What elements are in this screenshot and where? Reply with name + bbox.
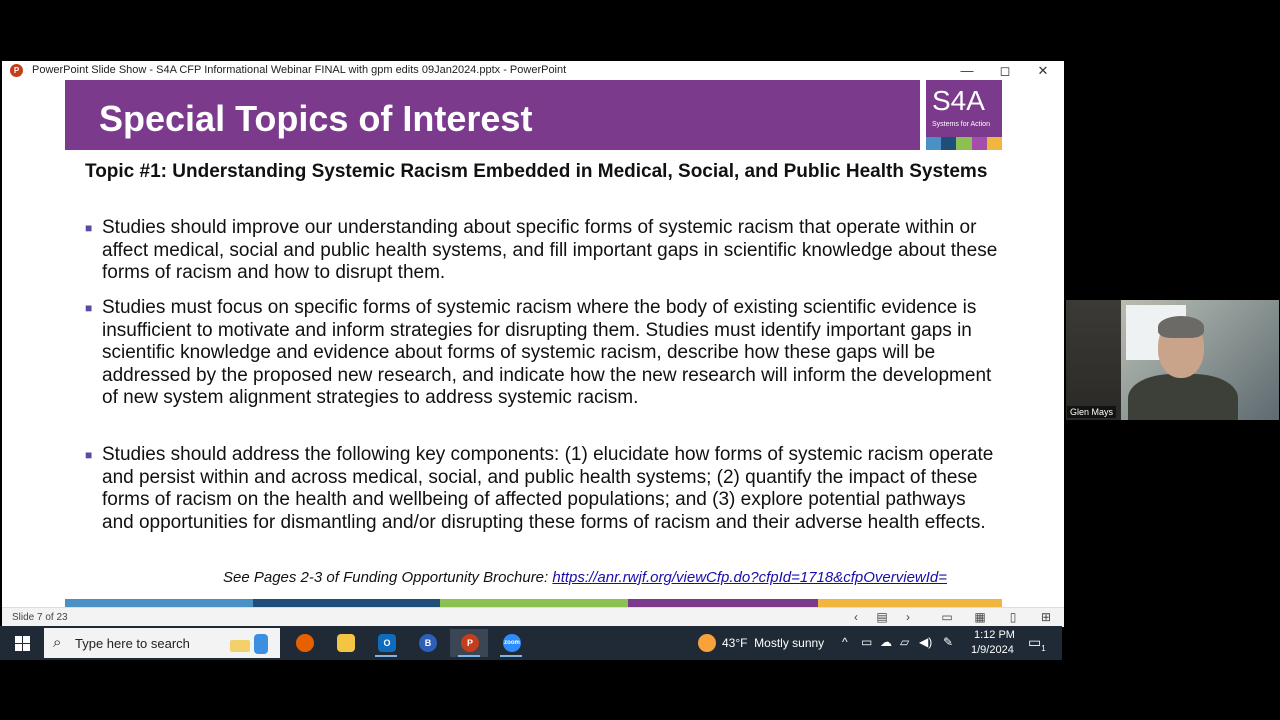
file-explorer-taskbar-button[interactable] <box>326 629 364 657</box>
windows-logo-icon <box>15 636 22 643</box>
reading-view-icon[interactable]: ▯ <box>1009 610 1017 624</box>
chevron-right-icon[interactable]: › <box>906 610 910 624</box>
firefox-taskbar-button[interactable] <box>285 629 323 657</box>
taskbar <box>0 626 1062 660</box>
weather-condition: Mostly sunny <box>754 636 825 650</box>
reference-link[interactable]: https://anr.rwjf.org/viewCfp.do?cfpId=1718&cfpOverviewId= <box>552 569 948 586</box>
bullet-square-icon: ■ <box>85 221 93 235</box>
background-shelf <box>1066 300 1121 420</box>
status-bar <box>2 607 1064 627</box>
person-hair <box>1158 316 1204 338</box>
clock-date[interactable]: 1/9/2024 <box>971 644 1014 656</box>
footer-strip-blue <box>65 599 253 607</box>
bullet-text: Studies should address the following key components: (1) elucidate how forms of systemic racism operate and persist within and across medical, social, and public health systems; (2) quantify the impact of these forms of racism on the health and wellbeing of affected populations; and (3) explore potential pathways and opportunities for dismantling and/or disrupting these forms of racism and their adverse health effects. <box>102 444 994 533</box>
folder-icon <box>337 634 355 652</box>
bullet-square-icon: ■ <box>85 448 93 462</box>
participant-name: Glen Mays <box>1067 406 1116 418</box>
chevron-up-icon[interactable]: ^ <box>842 635 848 649</box>
s4a-logo-tagline: Systems for Action <box>932 121 990 128</box>
chevron-left-icon[interactable]: ‹ <box>854 610 858 624</box>
powerpoint-taskbar-button[interactable] <box>450 629 488 657</box>
display-icon[interactable]: ▱ <box>900 635 910 649</box>
taskbar-search-box[interactable] <box>44 628 280 658</box>
bullet-text: Studies must focus on specific forms of systemic racism where the body of existing scientific evidence is insufficient to motivate and inform strategies for disrupting them. Studies must identify important gaps in scientific knowledge and evidence about forms of systemic racism, describe how these gaps will be addressed by the proposed new research, and indicate how the new research will inform the development of new system alignment strategies to address systemic racism. <box>102 297 992 408</box>
logo-color-strip <box>926 137 1002 150</box>
zoom-taskbar-button[interactable] <box>492 629 530 657</box>
powerpoint-window <box>2 61 1064 626</box>
person-body <box>1128 374 1238 420</box>
firefox-icon <box>296 634 314 652</box>
webcam-video <box>1066 300 1279 420</box>
search-placeholder: Type here to search <box>75 636 190 651</box>
weather-temp: 43°F <box>722 636 748 650</box>
reference-text: See Pages 2-3 of Funding Opportunity Brochure: <box>223 569 553 586</box>
powerpoint-app-icon: P <box>10 64 23 77</box>
search-icon: ⌕ <box>53 634 62 651</box>
footer-strip-navy <box>253 599 440 607</box>
clock-time[interactable]: 1:12 PM <box>974 629 1015 641</box>
outlook-icon: O <box>378 634 396 652</box>
slide-counter: Slide 7 of 23 <box>12 612 68 623</box>
blue-app-taskbar-button[interactable] <box>408 629 446 657</box>
weather-sun-icon[interactable] <box>698 634 716 652</box>
outlook-taskbar-button[interactable] <box>367 629 405 657</box>
normal-view-icon[interactable]: ▭ <box>941 610 953 624</box>
notification-count: 1 <box>1041 643 1046 653</box>
title-bar <box>2 61 1064 80</box>
network-tray-icon[interactable]: ▭ <box>861 635 873 649</box>
slide-list-icon[interactable]: ▤ <box>876 610 888 624</box>
volume-icon[interactable]: ◀) <box>919 635 933 649</box>
s4a-logo-text: S4A <box>932 85 985 116</box>
maximize-button[interactable]: ◻ <box>999 63 1011 78</box>
weather-widget[interactable] <box>722 636 824 650</box>
slide-title: Special Topics of Interest <box>99 98 533 139</box>
notification-icon[interactable]: $▭_1$ <box>1028 634 1046 653</box>
powerpoint-icon: P <box>461 634 479 652</box>
footer-strip-green <box>440 599 628 607</box>
presenter-view-icon[interactable]: ⊞ <box>1040 610 1052 624</box>
bullet-text: Studies should improve our understanding about specific forms of systemic racism that operate within or affect medical, social and public health systems, and fill important gaps in scientific knowledge about these forms of racism and how to disrupt them. <box>102 217 998 283</box>
zoom-icon: zoom <box>503 634 521 652</box>
minimize-button[interactable]: — <box>960 63 974 78</box>
window-title: PowerPoint Slide Show - S4A CFP Informational Webinar FINAL with gpm edits 09Jan2024.pptx - PowerPoint <box>32 64 567 76</box>
slide[interactable] <box>65 80 1002 607</box>
onedrive-icon[interactable]: ☁ <box>880 635 892 649</box>
windows-start-button[interactable] <box>0 626 44 660</box>
pen-icon[interactable]: ✎ <box>943 635 954 649</box>
footer-strip-gold <box>818 599 1002 607</box>
reference-line <box>223 569 947 586</box>
slide-sorter-icon[interactable]: ▦ <box>974 610 986 624</box>
topic-heading: Topic #1: Understanding Systemic Racism Embedded in Medical, Social, and Public Health Systems <box>85 161 988 182</box>
search-highlight-illustration-icon <box>230 634 272 654</box>
blue-app-icon: B <box>419 634 437 652</box>
s4a-logo <box>926 80 1002 137</box>
slide-header-bar <box>65 80 920 150</box>
bullet-square-icon: ■ <box>85 301 93 315</box>
footer-strip-purple <box>628 599 818 607</box>
close-button[interactable]: ✕ <box>1037 63 1049 78</box>
